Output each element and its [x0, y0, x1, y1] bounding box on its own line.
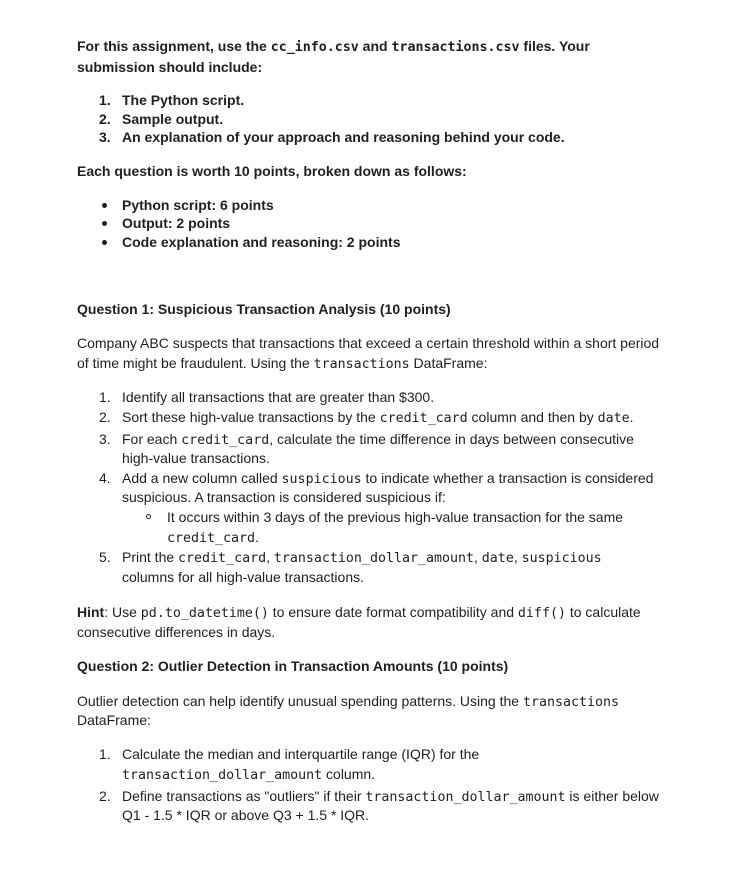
- points-item: Output: 2 points: [122, 215, 231, 231]
- bullet-icon: [102, 221, 107, 226]
- list-number: 3.: [99, 129, 111, 145]
- list-number: 4.: [99, 470, 111, 486]
- list-number: 2.: [99, 788, 111, 804]
- q1-item-1: Identify all transactions that are greater than $300.: [122, 389, 435, 405]
- hint-line-1: Hint: Use pd.to_datetime() to ensure date format compatibility and diff() to calculate: [77, 604, 641, 621]
- submission-item: The Python script.: [122, 92, 245, 108]
- list-number: 3.: [99, 431, 111, 447]
- q1-item-4-line-1: Add a new column called suspicious to indicate whether a transaction is considered: [122, 470, 654, 487]
- q1-item-3-line-1: For each credit_card, calculate the time difference in days between consecutive: [122, 431, 634, 448]
- list-number: 1.: [99, 746, 111, 762]
- list-number: 5.: [99, 549, 111, 565]
- q2-item-1-line-1: Calculate the median and interquartile range (IQR) for the: [122, 746, 480, 762]
- list-number: 1.: [99, 389, 111, 405]
- q1-paragraph-line-2: of time might be fraudulent. Using the transactions DataFrame:: [77, 355, 488, 372]
- submission-item: Sample output.: [122, 111, 224, 127]
- q1-item-5-line-1: Print the credit_card, transaction_dollar_amount, date, suspicious: [122, 549, 602, 566]
- intro-paragraph-line-2: submission should include:: [77, 59, 263, 75]
- submission-item: An explanation of your approach and reasoning behind your code.: [122, 129, 565, 145]
- bullet-icon: [102, 240, 107, 245]
- circle-bullet-icon: [146, 514, 151, 519]
- q2-item-2-line-1: Define transactions as "outliers" if their transaction_dollar_amount is either below: [122, 788, 659, 805]
- q2-item-1-line-2: transaction_dollar_amount column.: [122, 766, 376, 783]
- question-1-title: Question 1: Suspicious Transaction Analysis (10 points): [77, 301, 451, 317]
- points-item: Python script: 6 points: [122, 197, 274, 213]
- question-2-title: Question 2: Outlier Detection in Transaction Amounts (10 points): [77, 658, 509, 674]
- points-item: Code explanation and reasoning: 2 points: [122, 234, 401, 250]
- bullet-icon: [102, 203, 107, 208]
- intro-paragraph-line-1: For this assignment, use the cc_info.csv and transactions.csv files. Your: [77, 38, 590, 55]
- q1-subitem-line-1: It occurs within 3 days of the previous high-value transaction for the same: [167, 509, 624, 525]
- list-number: 2.: [99, 409, 111, 425]
- q1-item-4-line-2: suspicious. A transaction is considered suspicious if:: [122, 489, 446, 505]
- q2-item-2-line-2: Q1 - 1.5 * IQR or above Q3 + 1.5 * IQR.: [122, 807, 370, 823]
- q1-subitem-line-2: credit_card.: [167, 529, 259, 546]
- list-number: 2.: [99, 111, 111, 127]
- points-paragraph: Each question is worth 10 points, broken down as follows:: [77, 163, 467, 179]
- hint-line-2: consecutive differences in days.: [77, 624, 276, 640]
- list-number: 1.: [99, 92, 111, 108]
- q2-paragraph-line-1: Outlier detection can help identify unusual spending patterns. Using the transactions: [77, 693, 620, 710]
- q1-item-3-line-2: high-value transactions.: [122, 450, 270, 466]
- q1-item-2: Sort these high-value transactions by the credit_card column and then by date.: [122, 409, 634, 426]
- q1-item-5-line-2: columns for all high-value transactions.: [122, 569, 365, 585]
- q2-paragraph-line-2: DataFrame:: [77, 712, 151, 728]
- q1-paragraph-line-1: Company ABC suspects that transactions that exceed a certain threshold within a short period: [77, 335, 660, 351]
